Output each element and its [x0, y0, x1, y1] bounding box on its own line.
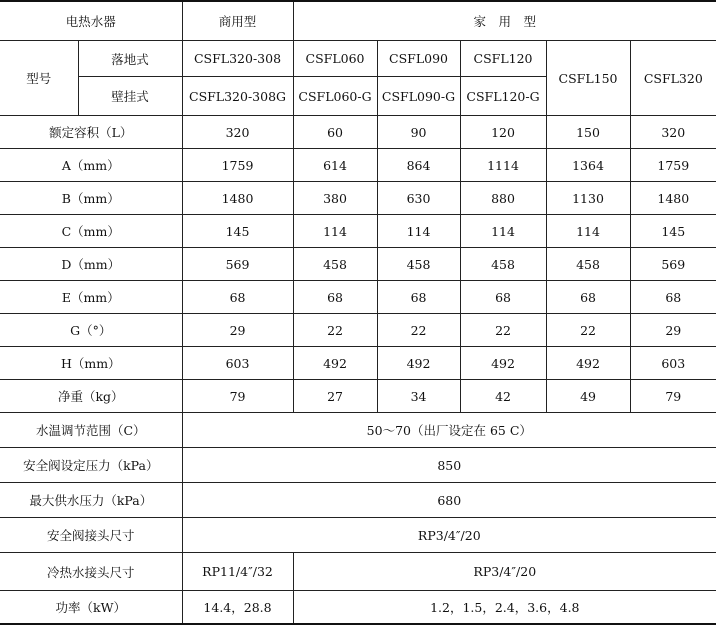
table-cell: 22 — [546, 314, 630, 347]
model-wall-cell: CSFL120-G — [460, 77, 546, 116]
table-row — [0, 553, 716, 591]
model-shared-cell: CSFL150 — [546, 41, 630, 116]
table-cell: 114 — [460, 215, 546, 248]
model-label: 型号 — [0, 41, 78, 116]
table-cell: 603 — [182, 347, 293, 380]
table-row — [0, 591, 716, 625]
table-cell: 114 — [293, 215, 377, 248]
table-cell: 492 — [546, 347, 630, 380]
table-cell: 22 — [293, 314, 377, 347]
table-cell: 458 — [293, 248, 377, 281]
table-cell: 145 — [630, 215, 716, 248]
table-row — [0, 347, 716, 380]
table-cell: 1364 — [546, 149, 630, 182]
row-label: 额定容积（L） — [0, 116, 182, 149]
row-label: E（mm） — [0, 281, 182, 314]
table-cell: 34 — [377, 380, 460, 413]
table-cell: 68 — [630, 281, 716, 314]
row-label: 功率（kW） — [0, 591, 182, 625]
table-cell: 49 — [546, 380, 630, 413]
power-household: 1.2，1.5，2.4，3.6，4.8 — [293, 591, 716, 625]
table-cell: 1130 — [546, 182, 630, 215]
table-cell: 320 — [182, 116, 293, 149]
model-wall-cell: CSFL090-G — [377, 77, 460, 116]
table-cell: 68 — [377, 281, 460, 314]
table-cell: 68 — [460, 281, 546, 314]
table-cell: 1759 — [630, 149, 716, 182]
model-shared-cell: CSFL320 — [630, 41, 716, 116]
row-label: 安全阀接头尺寸 — [0, 518, 182, 553]
table-cell: 614 — [293, 149, 377, 182]
table-row — [0, 483, 716, 518]
model-wall-cell: CSFL060-G — [293, 77, 377, 116]
span-cell: 50～70（出厂设定在 65 C） — [182, 413, 716, 448]
table-cell: 1480 — [630, 182, 716, 215]
table-cell: 569 — [182, 248, 293, 281]
table-row — [0, 413, 716, 448]
model-floor-cell: CSFL090 — [377, 41, 460, 77]
table-cell: 145 — [182, 215, 293, 248]
row-label: H（mm） — [0, 347, 182, 380]
table-cell: 22 — [377, 314, 460, 347]
span-cell: RP3/4″/20 — [182, 518, 716, 553]
row-label: G（°） — [0, 314, 182, 347]
pipe-household: RP3/4″/20 — [293, 553, 716, 591]
table-cell: 492 — [460, 347, 546, 380]
table-row — [0, 448, 716, 483]
table-cell: 569 — [630, 248, 716, 281]
floor-label: 落地式 — [78, 41, 182, 77]
table-cell: 320 — [630, 116, 716, 149]
model-floor-cell: CSFL060 — [293, 41, 377, 77]
table-row — [0, 215, 716, 248]
table-cell: 68 — [546, 281, 630, 314]
row-label: 最大供水压力（kPa） — [0, 483, 182, 518]
table-row — [0, 182, 716, 215]
table-cell: 29 — [630, 314, 716, 347]
table-cell: 1480 — [182, 182, 293, 215]
header-product: 电热水器 — [0, 1, 182, 41]
table-cell: 458 — [377, 248, 460, 281]
table-cell: 492 — [377, 347, 460, 380]
table-row — [0, 518, 716, 553]
table-row — [0, 380, 716, 413]
model-floor-cell: CSFL320-308 — [182, 41, 293, 77]
header-commercial: 商用型 — [182, 1, 293, 41]
table-cell: 880 — [460, 182, 546, 215]
table-cell: 27 — [293, 380, 377, 413]
table-cell: 458 — [460, 248, 546, 281]
header-household: 家 用 型 — [293, 1, 716, 41]
table-cell: 114 — [377, 215, 460, 248]
row-label: 安全阀设定压力（kPa） — [0, 448, 182, 483]
table-cell: 120 — [460, 116, 546, 149]
table-row — [0, 281, 716, 314]
row-label: B（mm） — [0, 182, 182, 215]
table-row — [0, 149, 716, 182]
table-cell: 1759 — [182, 149, 293, 182]
table-cell: 630 — [377, 182, 460, 215]
table-cell: 380 — [293, 182, 377, 215]
span-cell: 850 — [182, 448, 716, 483]
table-cell: 29 — [182, 314, 293, 347]
row-label: 净重（kg） — [0, 380, 182, 413]
table-cell: 79 — [630, 380, 716, 413]
table-cell: 864 — [377, 149, 460, 182]
model-wall-cell: CSFL320-308G — [182, 77, 293, 116]
row-label: C（mm） — [0, 215, 182, 248]
table-cell: 458 — [546, 248, 630, 281]
table-cell: 114 — [546, 215, 630, 248]
table-cell: 603 — [630, 347, 716, 380]
table-row — [0, 248, 716, 281]
row-label: 冷热水接头尺寸 — [0, 553, 182, 591]
table-cell: 150 — [546, 116, 630, 149]
table-row — [0, 314, 716, 347]
table-cell: 42 — [460, 380, 546, 413]
pipe-commercial: RP11/4″/32 — [182, 553, 293, 591]
row-label: A（mm） — [0, 149, 182, 182]
table-cell: 68 — [182, 281, 293, 314]
power-commercial: 14.4，28.8 — [182, 591, 293, 625]
table-cell: 60 — [293, 116, 377, 149]
table-cell: 1114 — [460, 149, 546, 182]
table-cell: 90 — [377, 116, 460, 149]
table-cell: 68 — [293, 281, 377, 314]
row-label: D（mm） — [0, 248, 182, 281]
table-cell: 492 — [293, 347, 377, 380]
wall-label: 壁挂式 — [78, 77, 182, 116]
row-label: 水温调节范围（C） — [0, 413, 182, 448]
model-floor-cell: CSFL120 — [460, 41, 546, 77]
table-row — [0, 116, 716, 149]
table-cell: 79 — [182, 380, 293, 413]
span-cell: 680 — [182, 483, 716, 518]
table-cell: 22 — [460, 314, 546, 347]
